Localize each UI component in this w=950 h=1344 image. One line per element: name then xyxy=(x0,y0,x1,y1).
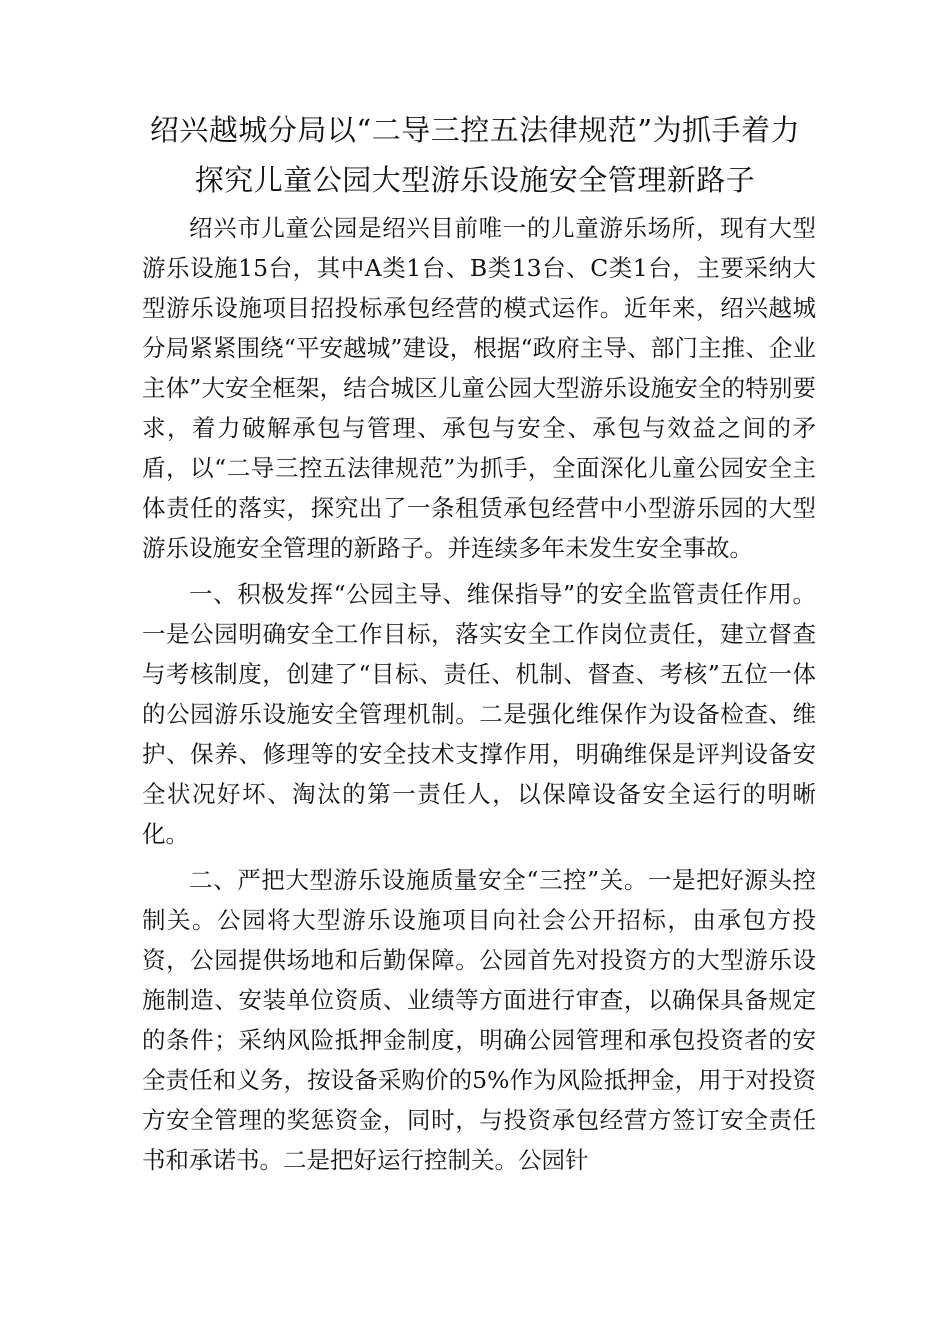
paragraph-section-2: 二、严把大型游乐设施质量安全“三控”关。一是把好源头控制关。公园将大型游乐设施项目向社会公开招标，由承包方投资，公园提供场地和后勤保障。公园首先对投资方的大型游乐设施制造、安装单位资质、业绩等方面进行审查，以确保具备规定的条件；采纳风险抵押金制度，明确公园管理和承包投资者的安全责任和义务，按设备采购价的5%作为风险抵押金，用于对投资方安全管理的奖惩资金，同时，与投资承包经营方签订安全责任书和承诺书。二是把好运行控制关。公园针 xyxy=(142,866,816,1174)
paragraph-section-1: 一、积极发挥“公园主导、维保指导”的安全监管责任作用。一是公园明确安全工作目标，落实安全工作岗位责任，建立督查与考核制度，创建了“目标、责任、机制、督查、考核”五位一体的公园游乐设施安全管理机制。二是强化维保作为设备检查、维护、保养、修理等的安全技术支撑作用，明确维保是评判设备安全状况好坏、淘汰的第一责任人，以保障设备安全运行的明晰化。 xyxy=(142,580,816,848)
document-title-line-1: 绍兴越城分局以“二导三控五法律规范”为抓手着力 xyxy=(149,113,801,147)
document-body xyxy=(142,208,816,1186)
paragraph-intro: 绍兴市儿童公园是绍兴目前唯一的儿童游乐场所，现有大型游乐设施15台，其中A类1台、B类13台、C类1台，主要采纳大型游乐设施项目招投标承包经营的模式运作。近年来，绍兴越城分局紧紧围绕“平安越城”建设，根据“政府主导、部门主推、企业主体”大安全框架，结合城区儿童公园大型游乐设施安全的特别要求，着力破解承包与管理、承包与安全、承包与效益之间的矛盾，以“二导三控五法律规范”为抓手，全面深化儿童公园安全主体责任的落实，探究出了一条租赁承包经营中小型游乐园的大型游乐设施安全管理的新路子。并连续多年未发生安全事故。 xyxy=(142,214,816,562)
document-title-line-2: 探究儿童公园大型游乐设施安全管理新路子 xyxy=(194,163,756,197)
